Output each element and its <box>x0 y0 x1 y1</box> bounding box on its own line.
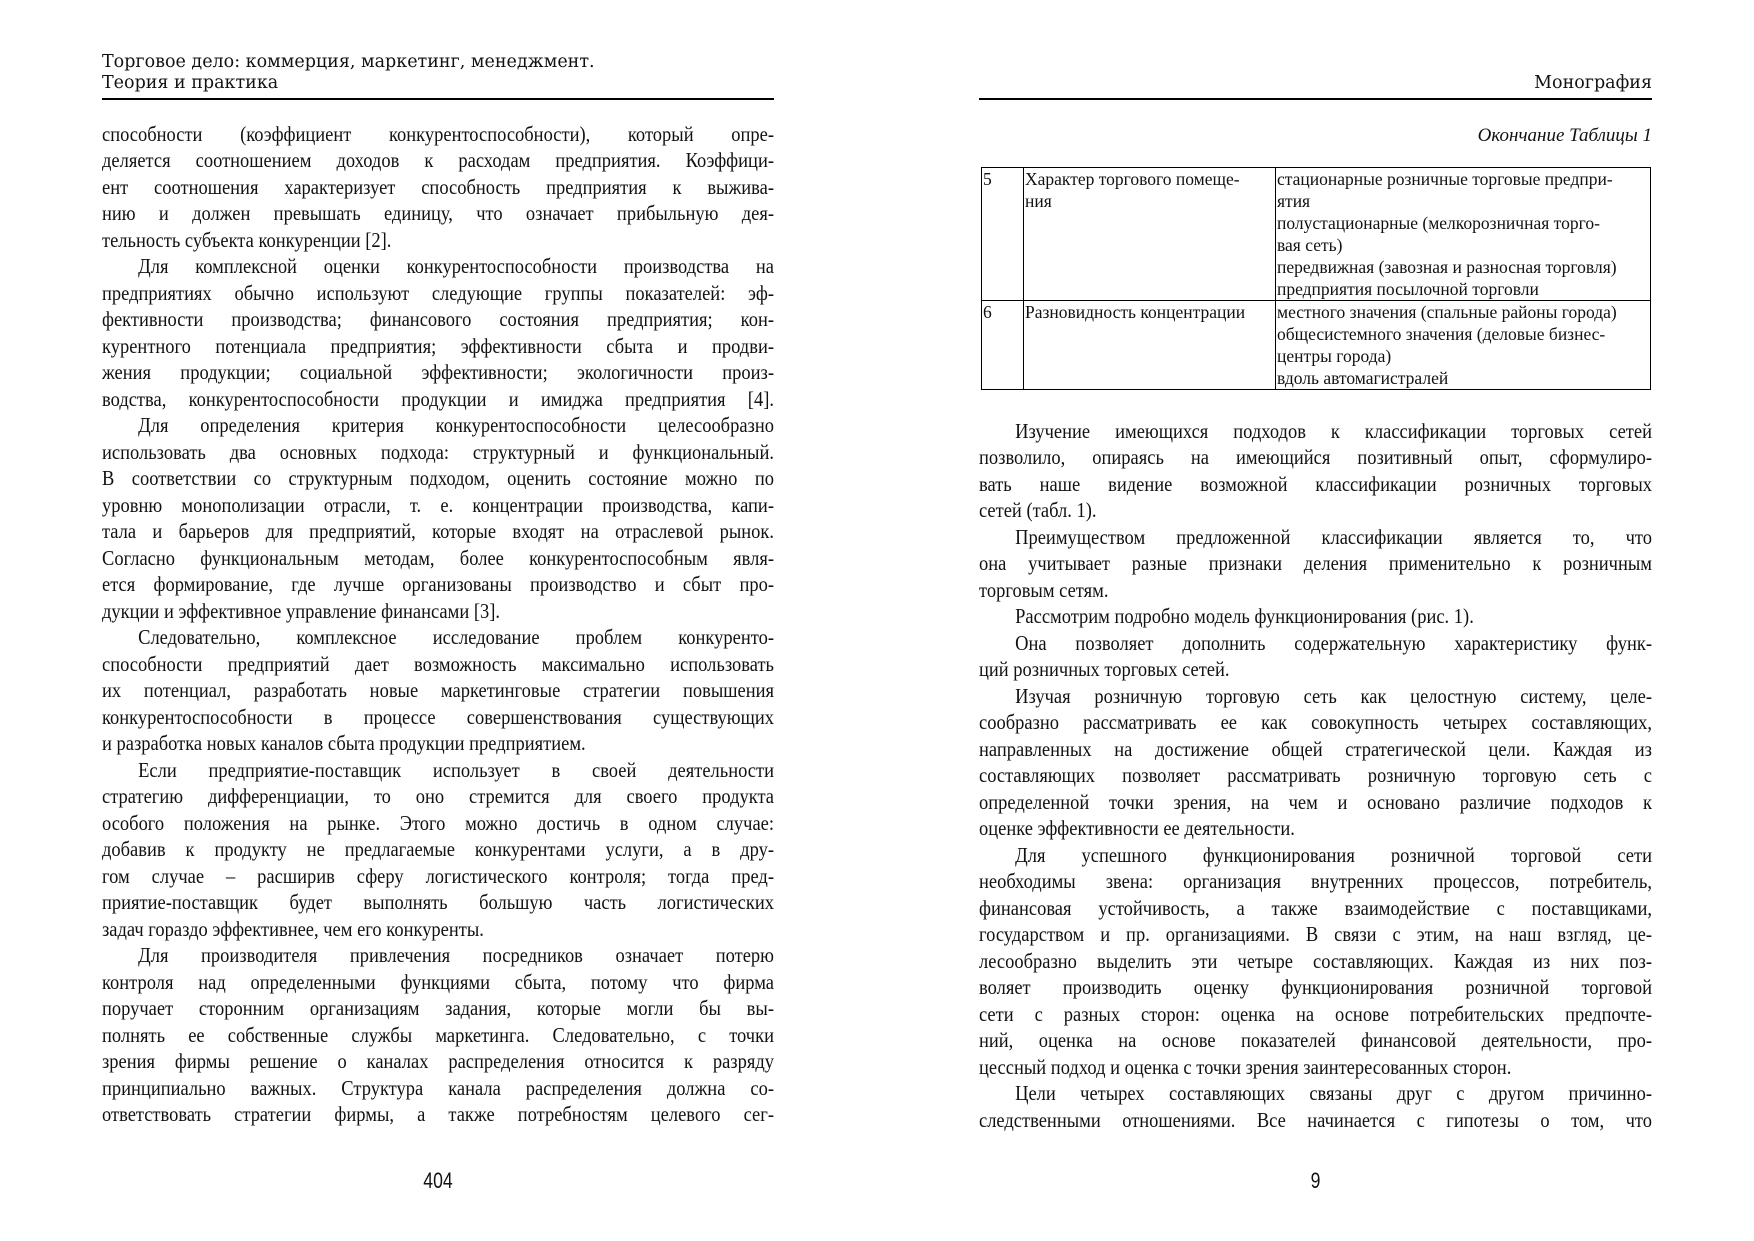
text-line <box>102 1076 774 1103</box>
text-line-content: ется формирование, где лучше организованы производство и сбыт про- <box>102 572 774 596</box>
value-text: предприятия посылочной торговли <box>1277 279 1539 299</box>
text-line <box>102 997 774 1024</box>
text-line-content: Если предприятие-поставщик использует в своей деятельности <box>138 757 774 782</box>
text-line-content: добавив к продукту не предлагаемые конкурентами услуги, а в дру- <box>102 837 774 861</box>
value-text: центры города) <box>1277 346 1392 366</box>
text-line <box>102 599 774 626</box>
text-line <box>102 255 774 282</box>
header-rule <box>979 98 1652 100</box>
header-title-line-2: Теория и практика <box>102 73 279 93</box>
text-line <box>102 440 774 467</box>
text-line-content: деляется соотношением доходов к расходам предприятия. Коэффици- <box>102 148 774 172</box>
left-page <box>102 0 774 1241</box>
text-line <box>102 970 774 997</box>
text-line-content: приятие-поставщик будет выполнять большую часть логистических <box>102 890 774 914</box>
text-line-content: сети с разных сторон: оценка на основе потребительских предпочте- <box>979 1001 1652 1026</box>
text-line <box>102 122 774 149</box>
row-number: 6 <box>982 301 1024 390</box>
header-title-line-1: Торговое дело: коммерция, маркетинг, менеджмент. <box>102 52 595 72</box>
text-line <box>102 1050 774 1077</box>
text-line <box>979 525 1652 552</box>
text-line <box>102 1023 774 1050</box>
text-line-content: цессный подход и оценка с точки зрения заинтересованных сторон. <box>979 1054 1512 1079</box>
text-line <box>102 281 774 308</box>
text-line <box>102 785 774 812</box>
table-row <box>982 168 1651 301</box>
text-line-content: В соответствии со структурным подходом, оценить состояние можно по <box>102 466 774 490</box>
text-line-content: Она позволяет дополнить содержательную характеристику функ- <box>1015 630 1652 655</box>
text-line <box>979 976 1652 1003</box>
value-text: полустационарные (мелкорозничная торго- <box>1277 213 1600 233</box>
row-number: 5 <box>982 168 1024 301</box>
text-line-content: тельность субъекта конкуренции [2]. <box>102 227 392 252</box>
text-line <box>102 705 774 732</box>
text-line <box>102 838 774 865</box>
text-line <box>979 1082 1652 1109</box>
text-line <box>979 949 1652 976</box>
text-line <box>102 308 774 335</box>
text-line-content: сетей (табл. 1). <box>979 498 1097 522</box>
text-line-content: нию и должен превышать единицу, что означает прибыльную дея- <box>102 201 774 225</box>
text-line <box>979 658 1652 685</box>
text-line-content: зрения фирмы решение о каналах распределения относится к разряду <box>102 1049 774 1073</box>
text-line-content: она учитывает разные признаки деления применительно к розничным <box>979 551 1652 575</box>
text-line <box>102 652 774 679</box>
page-number: 404 <box>423 1168 453 1193</box>
text-line <box>979 605 1652 632</box>
values-cell <box>1276 168 1651 301</box>
values-cell <box>1276 301 1651 390</box>
text-line-content: гом случае – расширив сферу логистического контроля; тогда пред- <box>102 863 774 888</box>
text-line-content: государством и пр. организациями. В связи с этим, на наш взгляд, це- <box>979 922 1652 946</box>
text-line-content: Для успешного функционирования розничной торговой сети <box>1015 842 1652 867</box>
text-line <box>102 493 774 520</box>
text-line <box>102 917 774 944</box>
table-row <box>982 301 1651 390</box>
value-text: вдоль автомагистралей <box>1277 368 1449 388</box>
text-line <box>102 149 774 176</box>
value-text: передвижная (завозная и разносная торговля) <box>1277 257 1617 277</box>
text-line <box>979 843 1652 870</box>
text-line-content: Преимуществом предложенной классификации является то, что <box>1015 524 1652 549</box>
text-line <box>102 202 774 229</box>
text-line <box>102 732 774 759</box>
text-line-content: и разработка новых каналов сбыта продукции предприятием. <box>102 731 586 755</box>
text-line <box>102 811 774 838</box>
text-line <box>979 737 1652 764</box>
text-line-content: воляет производить оценку функционирования розничной торговой <box>979 975 1652 999</box>
text-line-content: Для определения критерия конкурентоспособности целесообразно <box>138 413 774 437</box>
text-line <box>979 817 1652 844</box>
text-line <box>102 175 774 202</box>
text-line <box>102 864 774 891</box>
text-line <box>102 758 774 785</box>
feature-text: Разновидность концентрации <box>1025 302 1246 322</box>
text-line-content: их потенциал, разработать новые маркетинговые стратегии повышения <box>102 678 774 702</box>
body-text <box>979 419 1652 1135</box>
text-line-content: сообразно рассматривать ее как совокупность четырех составляющих, <box>979 710 1652 734</box>
text-line <box>979 711 1652 738</box>
text-line-content: стратегию дифференциации, то оно стремится для своего продукта <box>102 784 774 808</box>
running-header <box>979 73 1652 99</box>
text-line-content: использовать два основных подхода: структурный и функциональный. <box>102 439 774 464</box>
text-line <box>102 626 774 653</box>
text-line-content: позволило, опираясь на имеющийся позитивный опыт, сформулиро- <box>979 445 1652 469</box>
text-line-content: Согласно функциональным методам, более конкурентоспособным явля- <box>102 545 774 570</box>
text-line-content: жения продукции; социальной эффективности; экологичности произ- <box>102 360 774 384</box>
text-line-content: задач гораздо эффективнее, чем его конкуренты. <box>102 916 484 941</box>
feature-cell <box>1024 168 1276 301</box>
text-line-content: Следовательно, комплексное исследование проблем конкуренто- <box>138 625 774 649</box>
text-line-content: контроля над определенными функциями сбыта, потому что фирма <box>102 969 774 994</box>
header-title: Монография <box>1534 73 1652 93</box>
text-line-content: Рассмотрим подробно модель функционирования (рис. 1). <box>1015 604 1474 628</box>
feature-cell <box>1024 301 1276 390</box>
text-line <box>979 552 1652 579</box>
text-line-content: ответствовать стратегии фирмы, а также потребностям целевого сег- <box>102 1102 774 1126</box>
value-text: ятия <box>1277 191 1311 211</box>
value-text: общесистемного значения (деловые бизнес- <box>1277 324 1606 344</box>
feature-text: ния <box>1025 191 1052 211</box>
table-caption: Окончание Таблицы 1 <box>1477 125 1652 146</box>
text-line-content: оценке эффективности ее деятельности. <box>979 816 1295 840</box>
text-line <box>102 361 774 388</box>
value-text: местного значения (спальные районы города) <box>1277 302 1617 322</box>
value-text: стационарные розничные торговые предпри- <box>1277 169 1613 189</box>
text-line-content: принципиально важных. Структура канала распределения должна со- <box>102 1075 774 1100</box>
text-line <box>979 684 1652 711</box>
text-line <box>102 679 774 706</box>
text-line-content: уровню монополизации отрасли, т. е. концентрации производства, капи- <box>102 492 774 517</box>
text-line-content: предприятиях обычно используют следующие группы показателей: эф- <box>102 280 774 305</box>
text-line-content: Для производителя привлечения посредников означает потерю <box>138 943 774 967</box>
text-line-content: Цели четырех составляющих связаны друг с другом причинно- <box>1015 1081 1652 1105</box>
text-line-content: следственными отношениями. Все начинается с гипотезы о том, что <box>979 1107 1652 1132</box>
text-line <box>979 764 1652 791</box>
text-line-content: способности предприятий дает возможность максимально использовать <box>102 651 774 676</box>
text-line <box>979 896 1652 923</box>
text-line <box>979 631 1652 658</box>
text-line-content: тала и барьеров для предприятий, которые входят на отраслевой рынок. <box>102 519 774 543</box>
text-line-content: ций розничных торговых сетей. <box>979 657 1230 681</box>
text-line-content: финансовая устойчивость, а также взаимодействие с поставщиками, <box>979 895 1652 920</box>
text-line <box>102 228 774 255</box>
text-line-content: Изучая розничную торговую сеть как целостную систему, целе- <box>1015 683 1652 708</box>
text-line-content: полнять ее собственные службы маркетинга. Следовательно, с точки <box>102 1022 774 1047</box>
feature-text: Характер торгового помеще- <box>1025 169 1240 189</box>
text-line <box>979 1055 1652 1082</box>
text-line-content: ент соотношения характеризует способность предприятия к выжива- <box>102 174 774 199</box>
text-line-content: Для комплексной оценки конкурентоспособности производства на <box>138 254 774 278</box>
text-line <box>102 1103 774 1130</box>
text-line-content: торговым сетям. <box>979 577 1109 602</box>
text-line <box>979 1002 1652 1029</box>
text-line <box>102 944 774 971</box>
text-line <box>979 790 1652 817</box>
text-line <box>979 446 1652 473</box>
text-line <box>979 1029 1652 1056</box>
text-line <box>979 870 1652 897</box>
text-line-content: дукции и эффективное управление финансами [3]. <box>102 598 501 623</box>
text-line <box>102 546 774 573</box>
text-line <box>102 520 774 547</box>
text-line <box>979 419 1652 446</box>
text-line <box>979 923 1652 950</box>
text-line <box>102 573 774 600</box>
text-line <box>979 578 1652 605</box>
header-rule <box>102 98 774 100</box>
text-line <box>102 414 774 441</box>
text-line-content: особого положения на рынке. Этого можно достичь в одном случае: <box>102 810 774 835</box>
right-page <box>979 0 1652 1241</box>
text-line-content: поручает сторонним организациям задания, которые могли бы вы- <box>102 996 774 1020</box>
text-line <box>979 499 1652 526</box>
text-line <box>102 891 774 918</box>
text-line <box>102 467 774 494</box>
text-line <box>102 387 774 414</box>
text-line <box>102 334 774 361</box>
text-line-content: составляющих позволяет рассматривать розничную торговую сеть с <box>979 763 1652 787</box>
text-line <box>979 1108 1652 1135</box>
value-text: вая сеть) <box>1277 235 1343 255</box>
text-line-content: направленных на достижение общей стратегической цели. Каждая из <box>979 736 1652 761</box>
body-text <box>102 122 774 1129</box>
text-line <box>979 472 1652 499</box>
text-line-content: конкурентоспособности в процессе совершенствования существующих <box>102 704 774 729</box>
text-line-content: способности (коэффициент конкурентоспособности), который опре- <box>102 121 774 146</box>
text-line-content: вать наше видение возможной классификации розничных торговых <box>979 471 1652 496</box>
text-line-content: необходимы звена: организация внутренних процессов, потребитель, <box>979 869 1652 893</box>
text-line-content: водства, конкурентоспособности продукции и имиджа предприятия [4]. <box>102 386 774 411</box>
text-line-content: фективности производства; финансового состояния предприятия; кон- <box>102 307 774 331</box>
text-line-content: курентного потенциала предприятия; эффективности сбыта и продви- <box>102 333 774 358</box>
running-header <box>102 52 774 99</box>
classification-table <box>981 167 1651 390</box>
text-line-content: Изучение имеющихся подходов к классификации торговых сетей <box>1015 418 1652 443</box>
text-line-content: ний, оценка на основе показателей финансовой деятельности, про- <box>979 1028 1652 1052</box>
text-line-content: определенной точки зрения, на чем и основано различие подходов к <box>979 789 1652 814</box>
page-number: 9 <box>1310 1168 1321 1193</box>
text-line-content: лесообразно выделить эти четыре составляющих. Каждая из них поз- <box>979 948 1652 973</box>
